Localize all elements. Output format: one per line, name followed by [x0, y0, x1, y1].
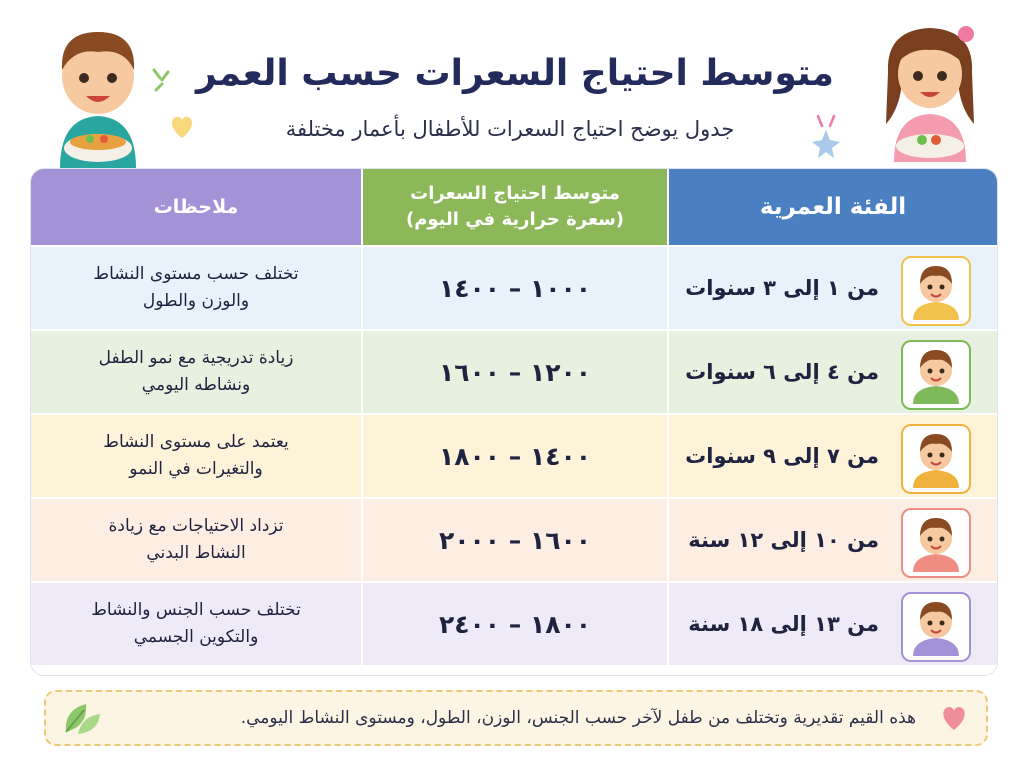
girl-avatar-icon [901, 508, 971, 578]
age-range: من ١ إلى ٣ سنوات [685, 276, 879, 300]
calories-table [30, 168, 998, 676]
note-cell [31, 499, 361, 581]
boy-eating-illustration [38, 18, 158, 168]
table-row [31, 247, 997, 329]
calories-value: ١٦٠٠ – ٢٠٠٠ [439, 525, 592, 555]
note-line: تزداد الاحتياجات مع زيادة [108, 516, 284, 536]
header-calories-unit: (سعرة حرارية في اليوم) [405, 209, 625, 230]
note-line: ونشاطه اليومي [141, 375, 251, 395]
calories-value: ١٠٠٠ – ١٤٠٠ [439, 273, 592, 303]
note-line: تختلف حسب مستوى النشاط [93, 264, 299, 284]
note-line: يعتمد على مستوى النشاط [103, 432, 289, 452]
leaves-icon [60, 698, 104, 738]
note-cell [31, 247, 361, 329]
table-row [31, 415, 997, 497]
calories-value: ١٢٠٠ – ١٦٠٠ [439, 357, 592, 387]
footnote-text: هذه القيم تقديرية وتختلف من طفل لآخر حسب الجنس، الوزن، الطول، ومستوى النشاط اليومي. [240, 708, 916, 728]
column-divider [361, 169, 363, 675]
page-title: متوسط احتياج السعرات حسب العمر [196, 53, 834, 94]
sparkle-icon [150, 66, 172, 96]
note-line: النشاط البدني [146, 543, 246, 563]
note-cell [31, 331, 361, 413]
girl-eating-illustration [870, 12, 990, 162]
star-icon [808, 112, 844, 160]
age-range: من ١٣ إلى ١٨ سنة [688, 612, 879, 636]
note-cell [31, 415, 361, 497]
age-cell [669, 583, 997, 665]
header-notes: ملاحظات [31, 169, 361, 245]
header-age-group: الفئة العمرية [669, 169, 997, 245]
column-divider [667, 169, 669, 675]
header-calories [363, 169, 667, 245]
calories-value: ١٨٠٠ – ٢٤٠٠ [439, 609, 592, 639]
table-header [31, 169, 997, 245]
page-subtitle: جدول يوضح احتياج السعرات للأطفال بأعمار مختلفة [285, 117, 735, 141]
age-range: من ٤ إلى ٦ سنوات [685, 360, 879, 384]
age-cell [669, 499, 997, 581]
calories-value: ١٤٠٠ – ١٨٠٠ [439, 441, 592, 471]
school-boy-avatar-icon [901, 424, 971, 494]
table-row [31, 499, 997, 581]
note-line: والتكوين الجسمي [133, 627, 259, 647]
table-row [31, 331, 997, 413]
note-line: والوزن والطول [142, 291, 250, 311]
note-line: والتغيرات في النمو [129, 459, 263, 479]
age-range: من ١٠ إلى ١٢ سنة [688, 528, 879, 552]
age-cell [669, 247, 997, 329]
age-cell [669, 415, 997, 497]
boy-avatar-icon [901, 340, 971, 410]
note-cell [31, 583, 361, 665]
footnote-box [44, 690, 988, 746]
toddler-avatar-icon [901, 256, 971, 326]
age-cell [669, 331, 997, 413]
note-line: زيادة تدريجية مع نمو الطفل [98, 348, 294, 368]
header-calories-title: متوسط احتياج السعرات [410, 183, 620, 204]
age-range: من ٧ إلى ٩ سنوات [685, 444, 879, 468]
heart-icon [938, 704, 970, 732]
table-row [31, 583, 997, 665]
teen-avatar-icon [901, 592, 971, 662]
heart-icon [168, 114, 196, 140]
note-line: تختلف حسب الجنس والنشاط [91, 600, 301, 620]
